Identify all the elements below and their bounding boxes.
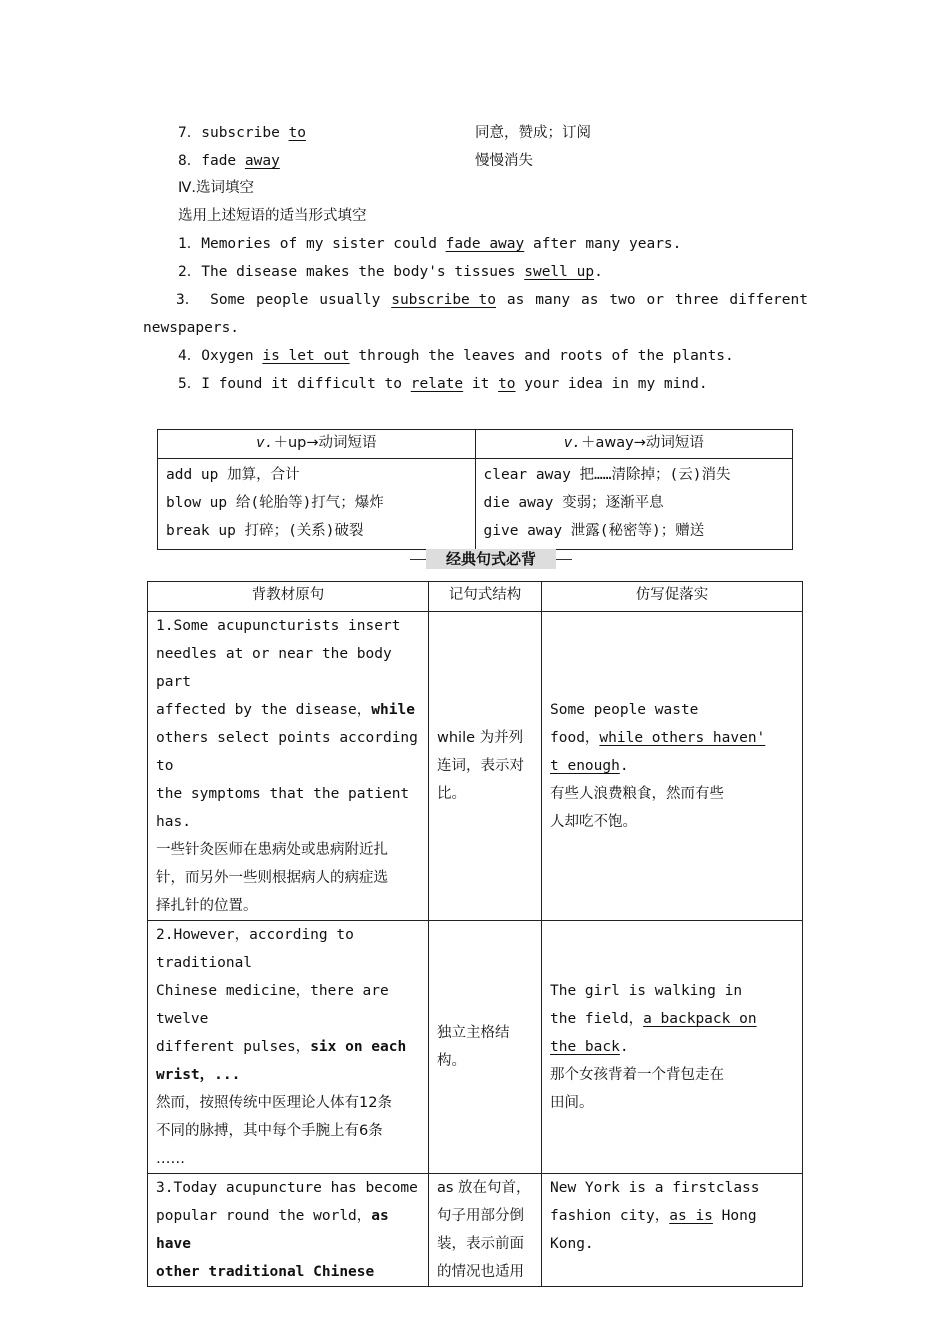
vocab-particle: to: [288, 125, 307, 141]
text-line: [550, 1005, 794, 1033]
banner-line-left: [410, 559, 426, 560]
text-line: 2.However，according to: [156, 927, 354, 943]
fill-sentence-3: [176, 286, 808, 314]
vocab-item-8: [178, 147, 280, 175]
text-line: 构。: [437, 1053, 466, 1069]
text-line: [550, 752, 794, 780]
answer: to: [498, 376, 516, 392]
text-line: 比。: [437, 786, 466, 802]
phrase-item: die away 变弱；逐渐平息: [483, 495, 664, 511]
header-imitation: 仿写促落实: [542, 582, 803, 612]
answer: relate: [410, 376, 464, 392]
section-title: Ⅳ.选词填空: [178, 180, 254, 196]
text: affected by the disease，: [156, 702, 372, 718]
header-text: ＋up→动词短语: [273, 435, 377, 451]
vocab-particle: away: [244, 153, 280, 169]
text-line: [550, 1202, 794, 1230]
vocab-word: subscribe: [201, 125, 289, 141]
answer: fade away: [445, 236, 525, 252]
vocab-meaning-8: 慢慢消失: [475, 153, 533, 169]
translation-line: 不同的脉搏，其中每个手腕上有6条: [156, 1123, 383, 1139]
phrase-item: blow up 给(轮胎等)打气；爆炸: [166, 495, 384, 511]
sentence-text: .: [594, 264, 603, 280]
header-original: 背教材原句: [148, 582, 429, 612]
text-line: traditional: [156, 955, 253, 971]
fill-sentence-1: [178, 230, 681, 258]
text-line: the symptoms that the patient: [156, 786, 410, 802]
answer: swell up: [524, 264, 595, 280]
sentence-text: 2．The disease makes the body's tissues: [178, 264, 525, 280]
text-line: Some people waste: [550, 702, 699, 718]
text: Hong: [712, 1208, 757, 1224]
word: 3．: [176, 292, 200, 308]
word: many: [535, 292, 571, 308]
vocab-meaning-7: 同意，赞成；订阅: [475, 125, 591, 141]
vocab-number: 8．: [178, 153, 202, 169]
word: people: [255, 292, 309, 308]
translation-line: 田间。: [550, 1095, 594, 1111]
key-word: as have: [156, 1208, 389, 1252]
table-row: [148, 612, 803, 921]
text: .: [619, 1039, 629, 1055]
phrase-item: add up 加算，合计: [166, 467, 300, 483]
key-word: while: [371, 702, 415, 718]
phrase-table: [157, 429, 793, 550]
word: usually: [319, 292, 381, 308]
original-sentence-3: [148, 1174, 429, 1287]
answer: t enough: [550, 758, 620, 774]
answer: is let out: [262, 348, 350, 364]
text: .: [619, 758, 629, 774]
imitation-3: [542, 1174, 803, 1287]
header-structure: 记句式结构: [429, 582, 542, 612]
text-line: 句子用部分倒: [437, 1208, 524, 1224]
answer: a backpack on: [643, 1011, 757, 1027]
imitation-2: [542, 921, 803, 1174]
text-line: needles at or near the body part: [156, 646, 392, 690]
key-word: six on each: [310, 1039, 407, 1055]
translation-line: 一些针灸医师在患病处或患病附近扎: [156, 842, 388, 858]
text-line: Chinese medicine，there are: [156, 983, 389, 999]
section-banner: [410, 549, 572, 571]
word: as: [506, 292, 525, 308]
banner-title: 经典句式必背: [426, 549, 556, 569]
key-word-line: other traditional Chinese: [156, 1264, 375, 1280]
header-text: ＋away→动词短语: [581, 435, 704, 451]
text-line: [550, 724, 794, 752]
fill-sentence-4: [178, 342, 734, 370]
phrase-header-away: [475, 430, 793, 459]
text-line: 连词，表示对: [437, 758, 524, 774]
word: three: [674, 292, 719, 308]
vocab-number: 7．: [178, 125, 202, 141]
imitation-1: [542, 612, 803, 921]
translation-line: 那个女孩背着一个背包走在: [550, 1067, 724, 1083]
text-line: while 为并列: [437, 730, 524, 746]
phrase-header-up: [158, 430, 476, 459]
text-line: 1.Some acupuncturists insert: [156, 618, 401, 634]
table-row: [148, 921, 803, 1174]
phrase-item: clear away 把……清除掉；(云)消失: [483, 467, 731, 483]
vocab-word: fade: [201, 153, 245, 169]
sentence-text: your idea in my mind.: [515, 376, 708, 392]
structure-1: [429, 612, 542, 921]
text-line: 3.Today acupuncture has become: [156, 1180, 418, 1196]
text-line: 的情况也适用: [437, 1264, 524, 1280]
fill-sentence-3-cont: newspapers.: [143, 320, 240, 336]
sentence-table: [147, 581, 803, 1287]
word: Some: [210, 292, 246, 308]
text-line: has.: [156, 814, 191, 830]
key-word-line: wrist，...: [156, 1067, 241, 1083]
text-line: 独立主格结: [437, 1025, 510, 1041]
text: the field，: [550, 1011, 644, 1027]
text-line: others select points according to: [156, 730, 418, 774]
text-line: New York is a firstclass: [550, 1180, 760, 1196]
word: different: [729, 292, 808, 308]
text-line: [156, 696, 420, 724]
text: fashion city，: [550, 1208, 670, 1224]
answer: while others haven': [599, 730, 766, 746]
phrase-item: give away 泄露(秘密等)；赠送: [483, 523, 705, 539]
fill-sentence-2: [178, 258, 603, 286]
text: popular round the world，: [156, 1208, 372, 1224]
vocab-item-7: [178, 119, 306, 147]
text-line: as 放在句首，: [437, 1180, 531, 1196]
text-line: Kong.: [550, 1236, 594, 1252]
translation-line: 然而，按照传统中医理论人体有12条: [156, 1095, 392, 1111]
header-v: v.: [255, 435, 274, 451]
fill-sentence-5: [178, 370, 708, 398]
sentence-text: through the leaves and roots of the plants.: [349, 348, 734, 364]
phrase-list-away: [475, 459, 793, 550]
header-v: v.: [563, 435, 582, 451]
original-sentence-1: [148, 612, 429, 921]
answer: subscribe to: [391, 292, 496, 308]
sentence-text: 1．Memories of my sister could: [178, 236, 446, 252]
text-line: [156, 1202, 420, 1258]
translation-line: 针，而另外一些则根据病人的病症选: [156, 870, 388, 886]
word: or: [646, 292, 664, 308]
original-sentence-2: [148, 921, 429, 1174]
word: as: [581, 292, 599, 308]
sentence-text: 5．I found it difficult to: [178, 376, 411, 392]
text-line: The girl is walking in: [550, 983, 743, 999]
translation-line: ……: [156, 1151, 185, 1167]
answer: the back: [550, 1039, 620, 1055]
text-line: twelve: [156, 1011, 209, 1027]
structure-2: [429, 921, 542, 1174]
sentence-text: it: [463, 376, 499, 392]
sentence-text: 4．Oxygen: [178, 348, 263, 364]
text-line: [550, 1033, 794, 1061]
word: two: [609, 292, 636, 308]
phrase-list-up: [158, 459, 476, 550]
section-instruction: 选用上述短语的适当形式填空: [178, 208, 367, 224]
structure-3: [429, 1174, 542, 1287]
text-line: 装，表示前面: [437, 1236, 524, 1252]
text: different pulses，: [156, 1039, 311, 1055]
text-line: [156, 1033, 420, 1061]
translation-line: 择扎针的位置。: [156, 898, 258, 914]
text: food，: [550, 730, 600, 746]
table-row: [148, 1174, 803, 1287]
translation-line: 有些人浪费粮食，然而有些: [550, 786, 724, 802]
banner-line-right: [556, 559, 572, 560]
phrase-item: break up 打碎；(关系)破裂: [166, 523, 364, 539]
answer: as is: [669, 1208, 713, 1224]
translation-line: 人却吃不饱。: [550, 814, 637, 830]
sentence-text: after many years.: [524, 236, 682, 252]
